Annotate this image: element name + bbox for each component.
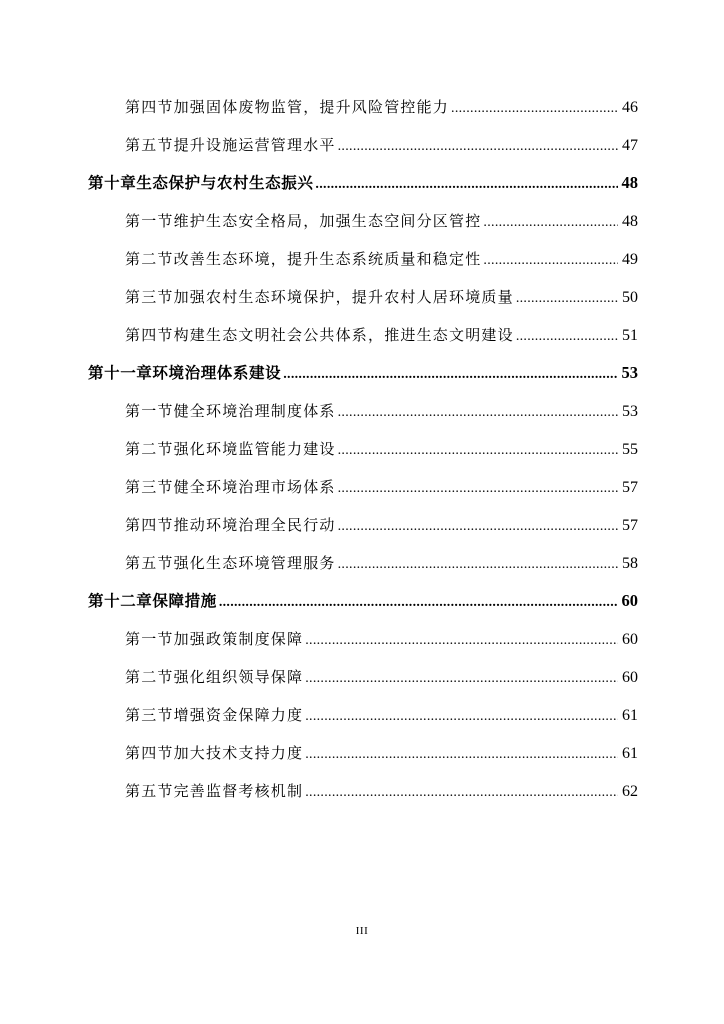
toc-entry[interactable] <box>88 316 638 354</box>
toc-entry[interactable] <box>88 392 638 430</box>
toc-entry-title: 强化生态环境管理服务 <box>173 554 336 572</box>
toc-leader-dots <box>338 394 618 432</box>
toc-entry-label: 第一节 <box>125 212 174 230</box>
table-of-contents <box>88 88 638 810</box>
toc-leader-dots <box>219 584 618 622</box>
toc-leader-dots <box>516 280 618 318</box>
toc-leader-dots <box>305 660 618 698</box>
toc-entry-title: 维护生态安全格局，加强生态空间分区管控 <box>173 212 482 230</box>
toc-page-number: 61 <box>622 745 638 762</box>
toc-entry-label: 第三节 <box>125 706 174 724</box>
toc-entry[interactable] <box>88 202 638 240</box>
toc-entry-label: 第一节 <box>125 630 174 648</box>
toc-page-number: 48 <box>621 173 638 192</box>
toc-entry-label: 第三节 <box>125 478 174 496</box>
toc-entry-label: 第二节 <box>125 668 174 686</box>
toc-entry-label: 第二节 <box>125 250 174 268</box>
toc-leader-dots <box>305 622 618 660</box>
toc-leader-dots <box>338 470 618 508</box>
toc-page-number: 49 <box>622 251 638 268</box>
toc-entry-title: 构建生态文明社会公共体系，推进生态文明建设 <box>173 326 514 344</box>
toc-page-number: 62 <box>622 783 638 800</box>
toc-entry[interactable] <box>88 658 638 696</box>
toc-entry-title: 健全环境治理制度体系 <box>173 402 336 420</box>
toc-entry-title: 加强政策制度保障 <box>173 630 304 648</box>
toc-page-number: 53 <box>621 363 638 382</box>
toc-entry-title: 推动环境治理全民行动 <box>173 516 336 534</box>
toc-entry-label: 第一节 <box>125 402 174 420</box>
toc-chapter-title: 生态保护与农村生态振兴 <box>136 173 314 192</box>
toc-page-number: 60 <box>621 591 638 610</box>
toc-entry-title: 健全环境治理市场体系 <box>173 478 336 496</box>
toc-page-number: 58 <box>622 555 638 572</box>
toc-page-number: 50 <box>622 289 638 306</box>
toc-leader-dots <box>516 318 618 356</box>
toc-chapter-label: 第十二章 <box>88 591 153 610</box>
toc-chapter-entry[interactable] <box>88 582 638 620</box>
toc-leader-dots <box>451 90 618 128</box>
toc-entry[interactable] <box>88 468 638 506</box>
toc-entry[interactable] <box>88 88 638 126</box>
toc-page-number: 53 <box>622 403 638 420</box>
toc-page-number: 57 <box>622 517 638 534</box>
toc-chapter-title: 环境治理体系建设 <box>152 363 282 382</box>
toc-leader-dots <box>483 242 618 280</box>
toc-page-number: 51 <box>622 327 638 344</box>
toc-page-number: 47 <box>622 137 638 154</box>
toc-entry-label: 第二节 <box>125 440 174 458</box>
toc-leader-dots <box>305 698 618 736</box>
toc-entry[interactable] <box>88 506 638 544</box>
toc-leader-dots <box>338 508 618 546</box>
toc-leader-dots <box>305 774 618 812</box>
toc-chapter-entry[interactable] <box>88 164 638 202</box>
toc-entry[interactable] <box>88 734 638 772</box>
toc-entry-label: 第四节 <box>125 516 174 534</box>
toc-page-number: 55 <box>622 441 638 458</box>
toc-leader-dots <box>305 736 618 774</box>
toc-entry[interactable] <box>88 544 638 582</box>
toc-entry-title: 加大技术支持力度 <box>173 744 304 762</box>
toc-leader-dots <box>315 166 618 204</box>
toc-entry-label: 第四节 <box>125 744 174 762</box>
toc-leader-dots <box>283 356 618 394</box>
toc-leader-dots <box>483 204 618 242</box>
toc-entry-title: 加强农村生态环境保护，提升农村人居环境质量 <box>173 288 514 306</box>
toc-entry[interactable] <box>88 696 638 734</box>
toc-chapter-label: 第十章 <box>88 173 137 192</box>
toc-page-number: 60 <box>622 669 638 686</box>
toc-entry-title: 强化环境监管能力建设 <box>173 440 336 458</box>
toc-entry[interactable] <box>88 278 638 316</box>
toc-entry[interactable] <box>88 620 638 658</box>
toc-leader-dots <box>338 432 618 470</box>
toc-entry-label: 第四节 <box>125 98 174 116</box>
toc-entry-title: 加强固体废物监管，提升风险管控能力 <box>173 98 450 116</box>
toc-entry[interactable] <box>88 240 638 278</box>
toc-chapter-title: 保障措施 <box>152 591 217 610</box>
toc-entry-label: 第五节 <box>125 554 174 572</box>
toc-entry-title: 提升设施运营管理水平 <box>173 136 336 154</box>
toc-entry-label: 第五节 <box>125 782 174 800</box>
toc-entry-label: 第四节 <box>125 326 174 344</box>
page-footer-number: III <box>355 925 369 937</box>
toc-page-number: 57 <box>622 479 638 496</box>
toc-entry[interactable] <box>88 772 638 810</box>
toc-entry[interactable] <box>88 126 638 164</box>
toc-entry-label: 第三节 <box>125 288 174 306</box>
toc-chapter-label: 第十一章 <box>88 363 153 382</box>
toc-entry-label: 第五节 <box>125 136 174 154</box>
toc-page-number: 61 <box>622 707 638 724</box>
toc-entry-title: 强化组织领导保障 <box>173 668 304 686</box>
toc-leader-dots <box>338 128 618 166</box>
toc-leader-dots <box>338 546 618 584</box>
toc-page-number: 60 <box>622 631 638 648</box>
toc-entry-title: 增强资金保障力度 <box>173 706 304 724</box>
toc-page-number: 46 <box>622 99 638 116</box>
toc-entry-title: 改善生态环境，提升生态系统质量和稳定性 <box>173 250 482 268</box>
toc-page-number: 48 <box>622 213 638 230</box>
toc-chapter-entry[interactable] <box>88 354 638 392</box>
toc-entry-title: 完善监督考核机制 <box>173 782 304 800</box>
toc-entry[interactable] <box>88 430 638 468</box>
